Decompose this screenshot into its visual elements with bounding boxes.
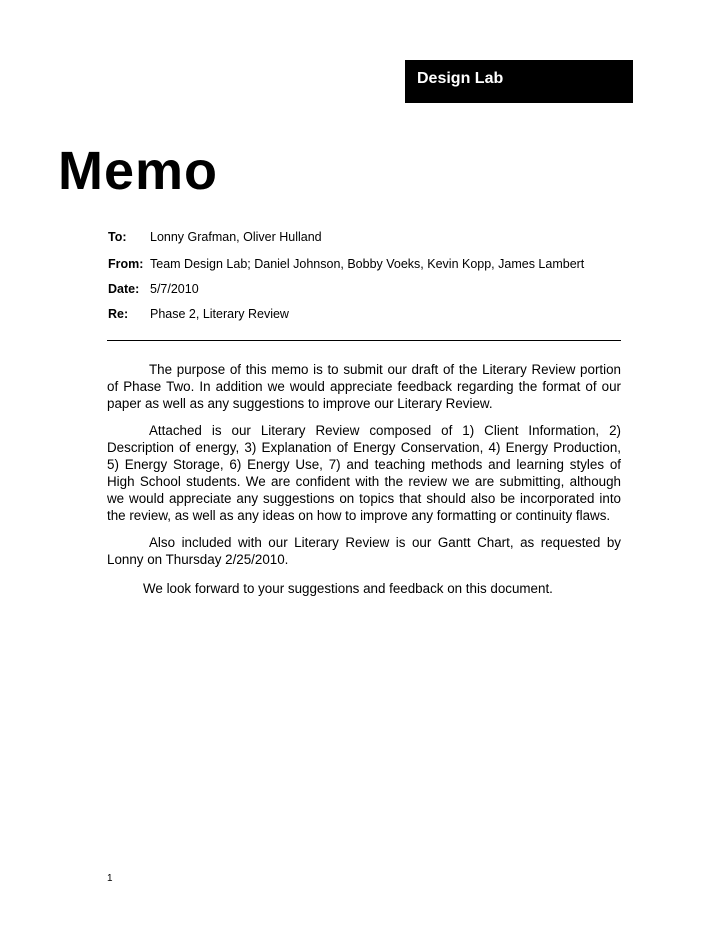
memo-title: Memo (58, 141, 219, 201)
design-lab-banner (405, 60, 633, 103)
page-number: 1 (107, 873, 113, 884)
body-paragraph-gantt: Also included with our Literary Review is our Gantt Chart, as requested by Lonny on Thursday 2/25/2010. (107, 535, 621, 567)
header-label-re: Re: (108, 307, 129, 321)
header-row-date (108, 281, 199, 297)
header-value-date: 5/7/2010 (150, 282, 199, 296)
header-label-to: To: (108, 230, 127, 244)
header-value-re: Phase 2, Literary Review (150, 307, 289, 321)
body-paragraph-closing: We look forward to your suggestions and feedback on this document. (143, 581, 553, 596)
header-label-date: Date: (108, 282, 140, 296)
header-row-from (108, 256, 584, 272)
banner-label: Design Lab (417, 70, 504, 87)
header-label-from: From: (108, 257, 144, 271)
header-row-to (108, 229, 322, 245)
body-paragraph-attached: Attached is our Literary Review composed of 1) Client Information, 2) Description of energy, 3) Explanation of Energy Conservation, 4) Energy Production, 5) Energy Storage, 6) Energy Use, 7) and teaching methods and learning styles of High School students. We are confident with the review we are submitting, although we would appreciate any suggestions on topics that should also be incorporated into the review, as well as any ideas on how to improve any formatting or continuity flaws. (107, 423, 621, 523)
header-divider (107, 340, 621, 341)
header-value-from: Team Design Lab; Daniel Johnson, Bobby Voeks, Kevin Kopp, James Lambert (150, 257, 585, 271)
header-value-to: Lonny Grafman, Oliver Hulland (150, 230, 322, 244)
header-row-re (108, 306, 289, 322)
body-paragraph-purpose: The purpose of this memo is to submit our draft of the Literary Review portion of Phase Two. In addition we would appreciate feedback regarding the format of our paper as well as any suggestions to improve our Literary Review. (107, 362, 621, 411)
